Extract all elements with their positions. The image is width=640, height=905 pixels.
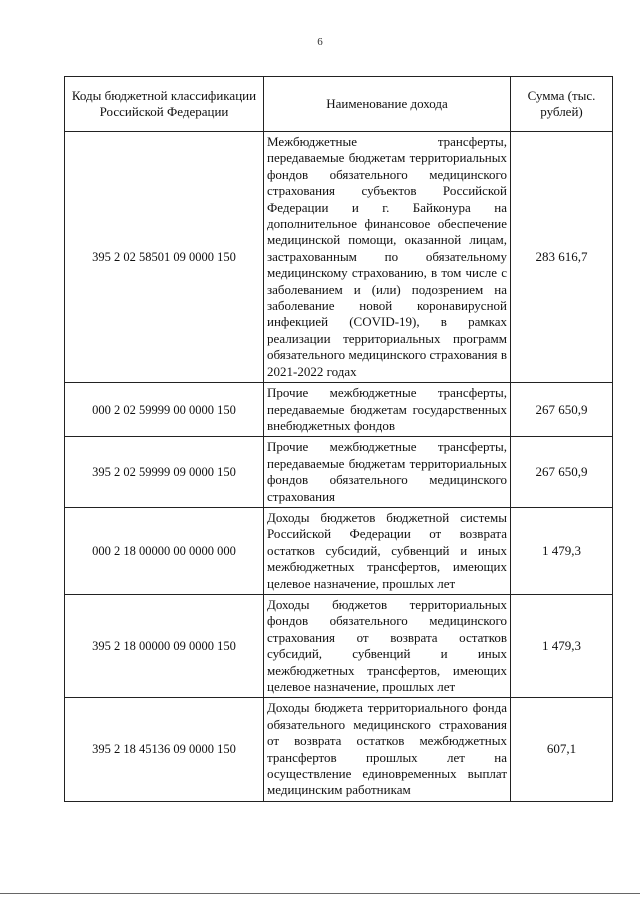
row-sum: 267 650,9: [511, 383, 613, 437]
row-name: Прочие межбюджетные трансферты, передаваемые бюджетам территориальных фондов обязательного медицинского страхования: [264, 437, 511, 508]
row-sum: 283 616,7: [511, 132, 613, 383]
row-code: 395 2 18 00000 09 0000 150: [65, 594, 264, 697]
row-sum: 267 650,9: [511, 437, 613, 508]
table-row: [65, 437, 613, 508]
page-bottom-divider: [0, 893, 640, 894]
row-code: 395 2 18 45136 09 0000 150: [65, 698, 264, 801]
row-code: 395 2 02 58501 09 0000 150: [65, 132, 264, 383]
revenue-table: [64, 76, 613, 802]
row-code: 000 2 18 00000 00 0000 000: [65, 507, 264, 594]
table-header-row: [65, 77, 613, 132]
table-row: [65, 132, 613, 383]
row-sum: 1 479,3: [511, 507, 613, 594]
table-row: [65, 594, 613, 697]
page-number: 6: [317, 36, 323, 48]
row-sum: 1 479,3: [511, 594, 613, 697]
row-name: Доходы бюджетов бюджетной системы Российской Федерации от возврата остатков субсидий, субвенций и иных межбюджетных трансфертов, имеющих целевое назначение, прошлых лет: [264, 507, 511, 594]
table-row: [65, 383, 613, 437]
row-name: Доходы бюджетов территориальных фондов обязательного медицинского страхования от возврата остатков субсидий, субвенций и иных межбюджетных трансфертов, имеющих целевое назначение, прошлых лет: [264, 594, 511, 697]
row-sum: 607,1: [511, 698, 613, 801]
row-name: Доходы бюджета территориального фонда обязательного медицинского страхования от возврата остатков межбюджетных трансфертов прошлых лет на осуществление единовременных выплат медицинским работникам: [264, 698, 511, 801]
header-code: Коды бюджетной классификации Российской Федерации: [65, 77, 264, 132]
header-sum: Сумма (тыс. рублей): [511, 77, 613, 132]
table-row: [65, 507, 613, 594]
row-name: Межбюджетные трансферты, передаваемые бюджетам территориальных фондов обязательного медицинского страхования субъектов Российской Федерации и г. Байконура на дополнительное финансовое обеспечение медицинской помощи, оказанной лицам, застрахованным по обязательному медицинскому страхованию, в том числе с заболеванием и (или) подозрением на заболевание новой коронавирусной инфекцией (COVID-19), в рамках реализации территориальных программ обязательного медицинского страхования в 2021-2022 годах: [264, 132, 511, 383]
header-name: Наименование дохода: [264, 77, 511, 132]
row-code: 000 2 02 59999 00 0000 150: [65, 383, 264, 437]
row-code: 395 2 02 59999 09 0000 150: [65, 437, 264, 508]
row-name: Прочие межбюджетные трансферты, передаваемые бюджетам государственных внебюджетных фондов: [264, 383, 511, 437]
table-row: [65, 698, 613, 801]
